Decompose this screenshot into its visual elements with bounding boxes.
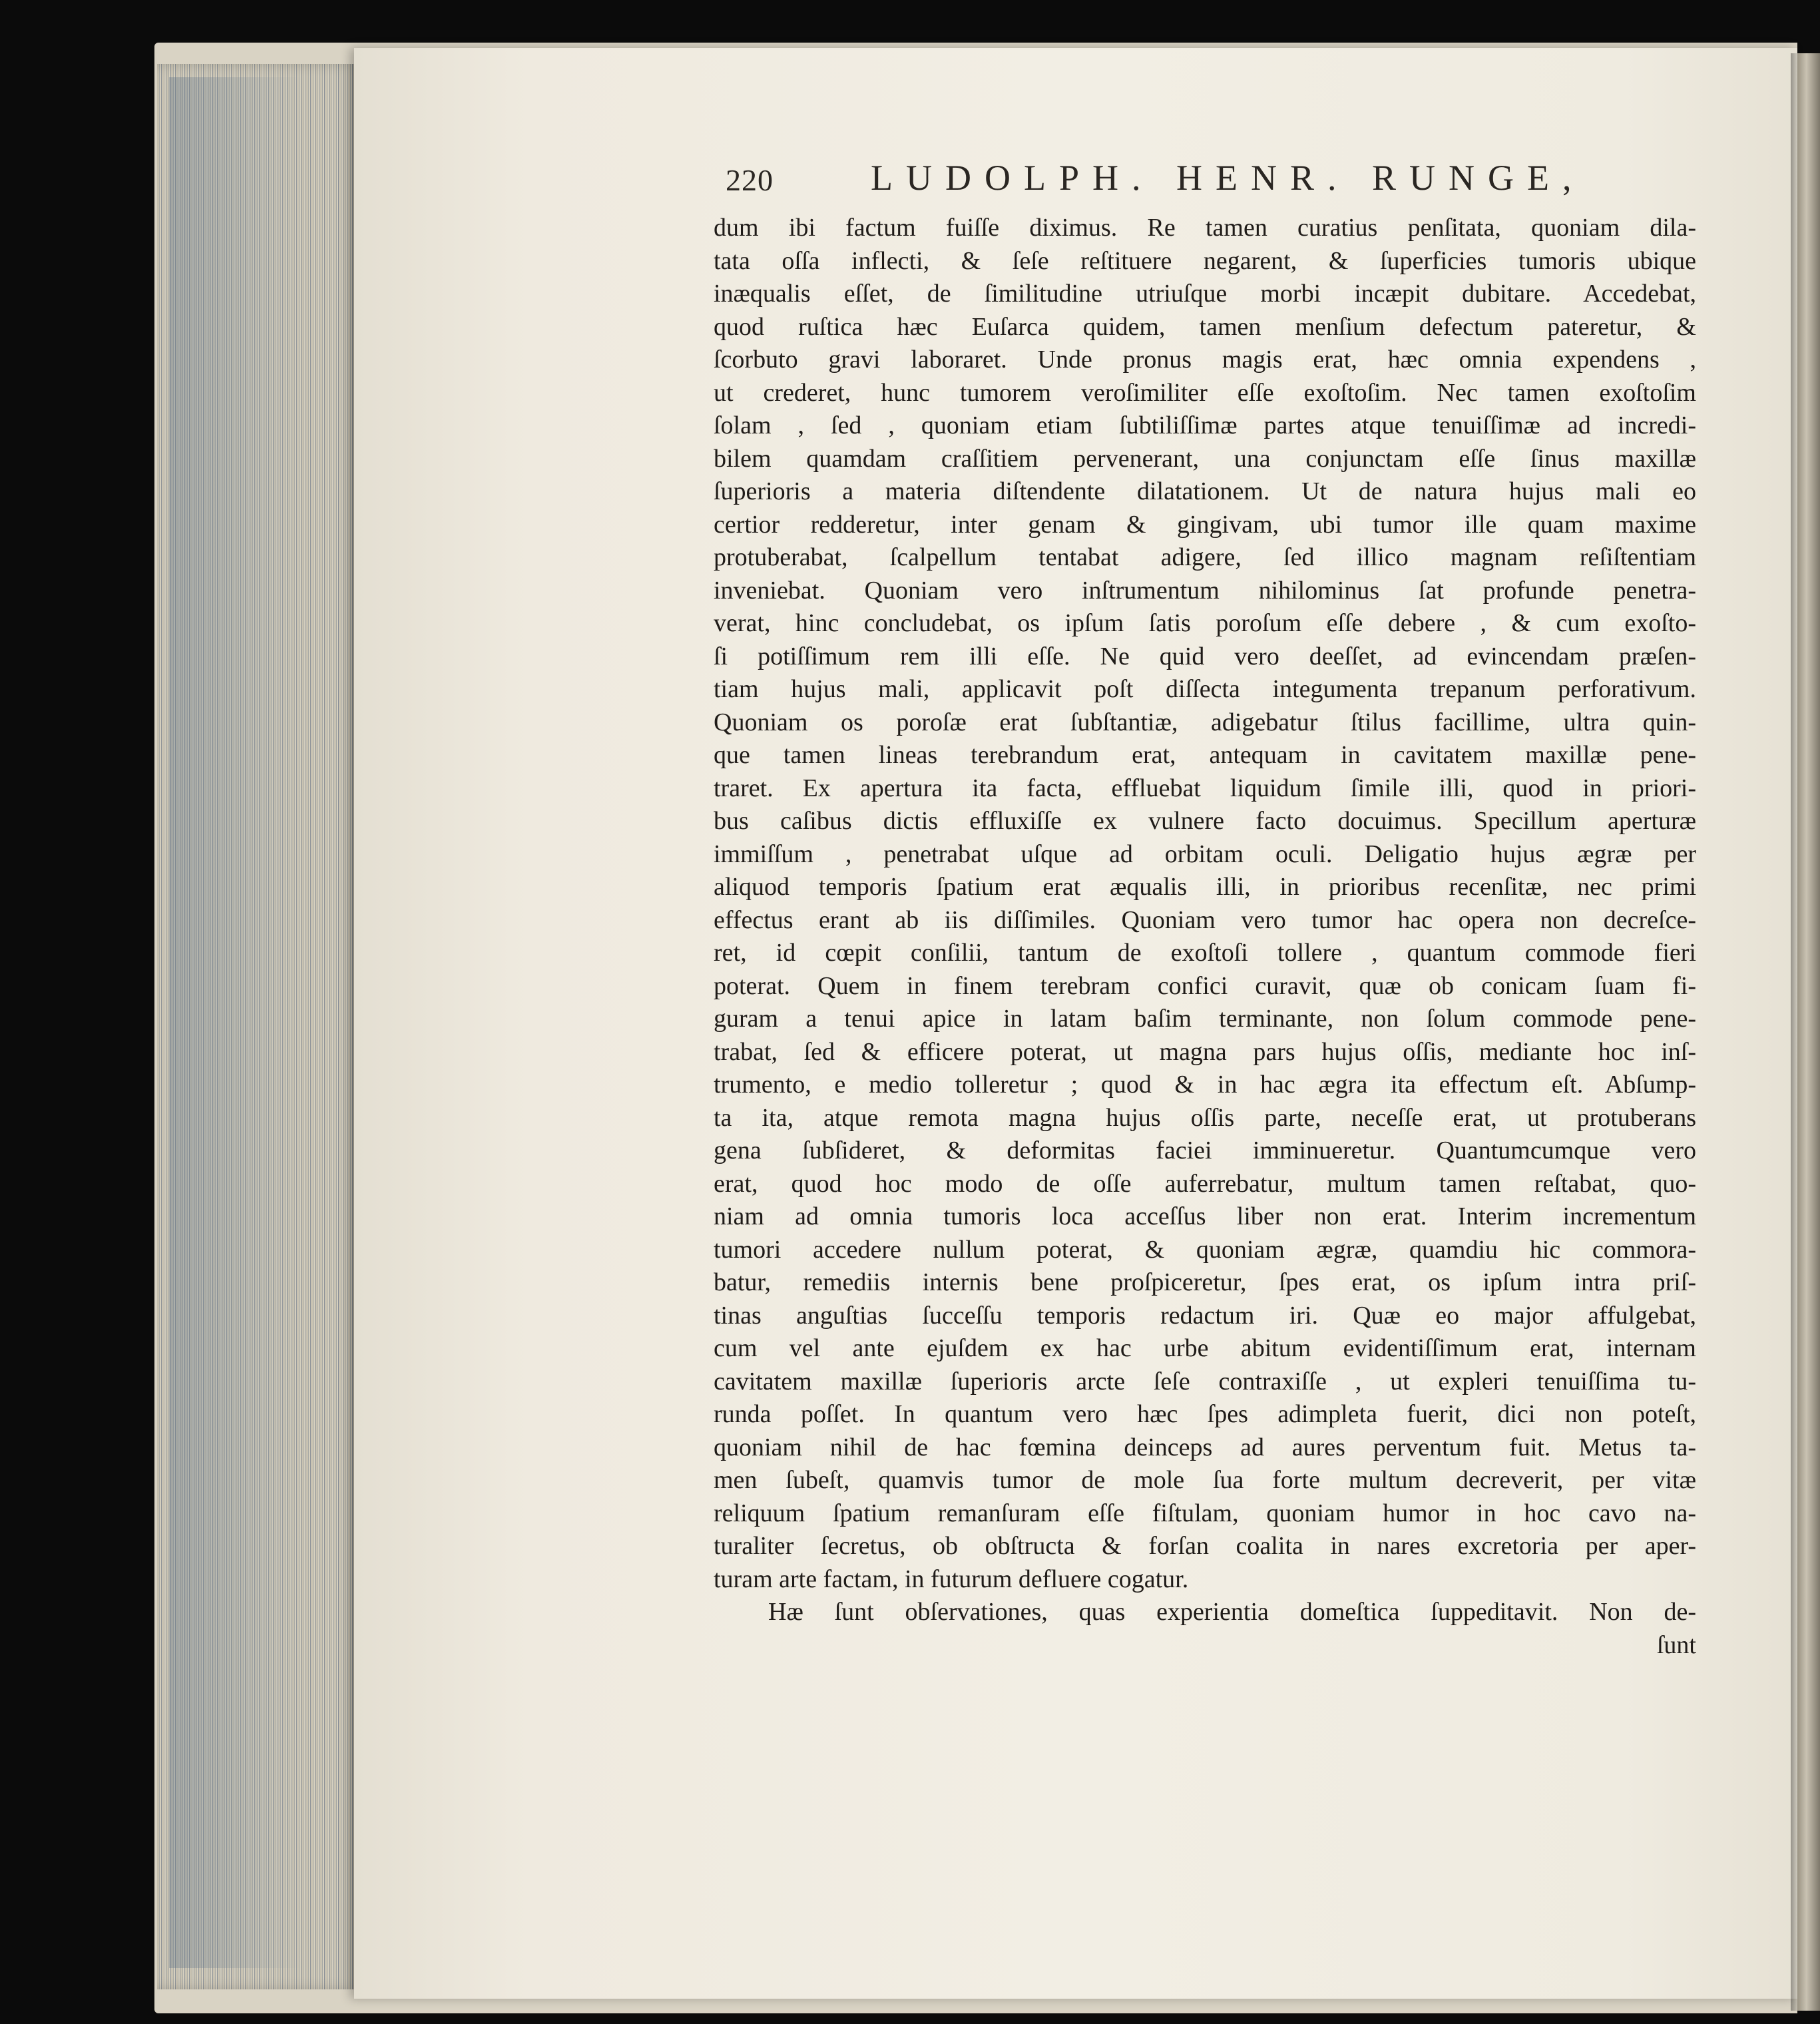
- text-line: ta ita, atque remota magna hujus oſſis parte, neceſſe erat, ut protuberans: [714, 1103, 1696, 1132]
- text-line: ſcorbuto gravi laboraret. Unde pronus magis erat, hæc omnia expendens ,: [714, 346, 1696, 374]
- text-line: aliquod temporis ſpatium erat æqualis illi, in prioribus recenſitæ, nec primi: [714, 873, 1696, 901]
- text-line: bus caſibus dictis effluxiſſe ex vulnere facto docuimus. Specillum aperturæ: [714, 807, 1696, 835]
- text-line: ſolam , ſed , quoniam etiam ſubtiliſſimæ partes atque tenuiſſimæ ad incredi-: [714, 411, 1696, 439]
- text-line: tiam hujus mali, applicavit poſt diſſecta integumenta trepanum perforativum.: [714, 675, 1696, 703]
- text-line: cavitatem maxillæ ſuperioris arcte ſeſe contraxiſſe , ut expleri tenuiſſima tu-: [714, 1367, 1696, 1395]
- text-line: niam ad omnia tumoris loca acceſſus liber non erat. Interim incrementum: [714, 1202, 1696, 1230]
- text-line: inæqualis eſſet, de ſimilitudine utriuſque morbi incæpit dubitare. Accedebat,: [714, 280, 1696, 308]
- next-leaf-edge: [1797, 53, 1820, 2011]
- text-line: tata oſſa inflecti, & ſeſe reſtituere negarent, & ſuperficies tumoris ubique: [714, 246, 1696, 275]
- text-line: Quoniam os poroſæ erat ſubſtantiæ, adigebatur ſtilus facillime, ultra quin-: [714, 708, 1696, 736]
- text-line: inveniebat. Quoniam vero inſtrumentum nihilominus ſat profunde penetra-: [714, 576, 1696, 605]
- page-edges: [157, 64, 357, 1989]
- text-line: tinas anguſtias ſucceſſu temporis redactum iri. Quæ eo major affulgebat,: [714, 1301, 1696, 1330]
- text-line: trumento, e medio tolleretur ; quod & in hac ægra ita effectum eſt. Abſump-: [714, 1071, 1696, 1099]
- paragraph-start-line: Hæ ſunt obſervationes, quas experientia domeſtica ſuppeditavit. Non de-: [768, 1598, 1696, 1626]
- running-title: LUDOLPH. HENR. RUNGE,: [871, 158, 1585, 198]
- text-line: traret. Ex apertura ita facta, effluebat liquidum ſimile illi, quod in priori-: [714, 774, 1696, 802]
- text-line: men ſubeſt, quamvis tumor de mole ſua forte multum decreverit, per vitæ: [714, 1466, 1696, 1494]
- text-line: verat, hinc concludebat, os ipſum ſatis poroſum eſſe debere , & cum exoſto-: [714, 609, 1696, 637]
- text-line: bilem quamdam craſſitiem pervenerant, una conjunctam eſſe ſinus maxillæ: [714, 444, 1696, 473]
- text-line: guram a tenui apice in latam baſim terminante, non ſolum commode pene-: [714, 1005, 1696, 1033]
- text-line: ret, id cœpit conſilii, tantum de exoſtoſi tollere , quantum commode fieri: [714, 939, 1696, 967]
- text-line: turaliter ſecretus, ob obſtructa & forſan coalita in nares excretoria per aper-: [714, 1532, 1696, 1560]
- text-line: ut crederet, hunc tumorem veroſimiliter eſſe exoſtoſim. Nec tamen exoſtoſim: [714, 378, 1696, 407]
- body-text: [714, 212, 1696, 1662]
- text-line: quod ruſtica hæc Euſarca quidem, tamen menſium defectum pateretur, &: [714, 312, 1696, 341]
- catchword: ſunt: [1656, 1631, 1696, 1659]
- text-line: poterat. Quem in finem terebram confici curavit, quæ ob conicam ſuam fi-: [714, 971, 1696, 1000]
- text-line: gena ſubſideret, & deformitas faciei imminueretur. Quantumcumque vero: [714, 1137, 1696, 1164]
- edge-tint: [169, 77, 302, 1968]
- page-header: [726, 157, 1698, 210]
- text-line: tumori accedere nullum poterat, & quoniam ægræ, quamdiu hic commora-: [714, 1235, 1696, 1264]
- paragraph-end-line: turam arte factam, in futurum defluere cogatur.: [714, 1565, 1189, 1593]
- page-number: 220: [726, 163, 774, 197]
- text-line: erat, quod hoc modo de oſſe auferrebatur, multum tamen reſtabat, quo-: [714, 1169, 1696, 1198]
- text-line: protuberabat, ſcalpellum tentabat adigere, ſed illico magnam reſiſtentiam: [714, 543, 1696, 571]
- text-line: ſi potiſſimum rem illi eſſe. Ne quid vero deeſſet, ad evincendam præſen-: [714, 642, 1696, 670]
- text-line: que tamen lineas terebrandum erat, antequam in cavitatem maxillæ pene-: [714, 741, 1696, 769]
- text-line: runda poſſet. In quantum vero hæc ſpes adimpleta fuerit, dici non poteſt,: [714, 1400, 1696, 1428]
- text-line: cum vel ante ejuſdem ex hac urbe abitum evidentiſſimum erat, internam: [714, 1334, 1696, 1362]
- text-line: batur, remediis internis bene proſpiceretur, ſpes erat, os ipſum intra priſ-: [714, 1268, 1696, 1296]
- text-line: certior redderetur, inter genam & gingivam, ubi tumor ille quam maxime: [714, 510, 1696, 539]
- text-line: reliquum ſpatium remanſuram eſſe fiſtulam, quoniam humor in hoc cavo na-: [714, 1499, 1696, 1527]
- text-line: quoniam nihil de hac fœmina deinceps ad aures perventum fuit. Metus ta-: [714, 1433, 1696, 1461]
- text-line: immiſſum , penetrabat uſque ad orbitam oculi. Deligatio hujus ægræ per: [714, 840, 1696, 868]
- text-line: ſuperioris a materia diſtendente dilatationem. Ut de natura hujus mali eo: [714, 477, 1696, 505]
- text-line: trabat, ſed & efficere poterat, ut magna pars hujus oſſis, mediante hoc inſ-: [714, 1037, 1696, 1066]
- text-line: dum ibi factum fuiſſe diximus. Re tamen curatius penſitata, quoniam dila-: [714, 214, 1696, 242]
- text-line: effectus erant ab iis diſſimiles. Quoniam vero tumor hac opera non decreſce-: [714, 905, 1696, 934]
